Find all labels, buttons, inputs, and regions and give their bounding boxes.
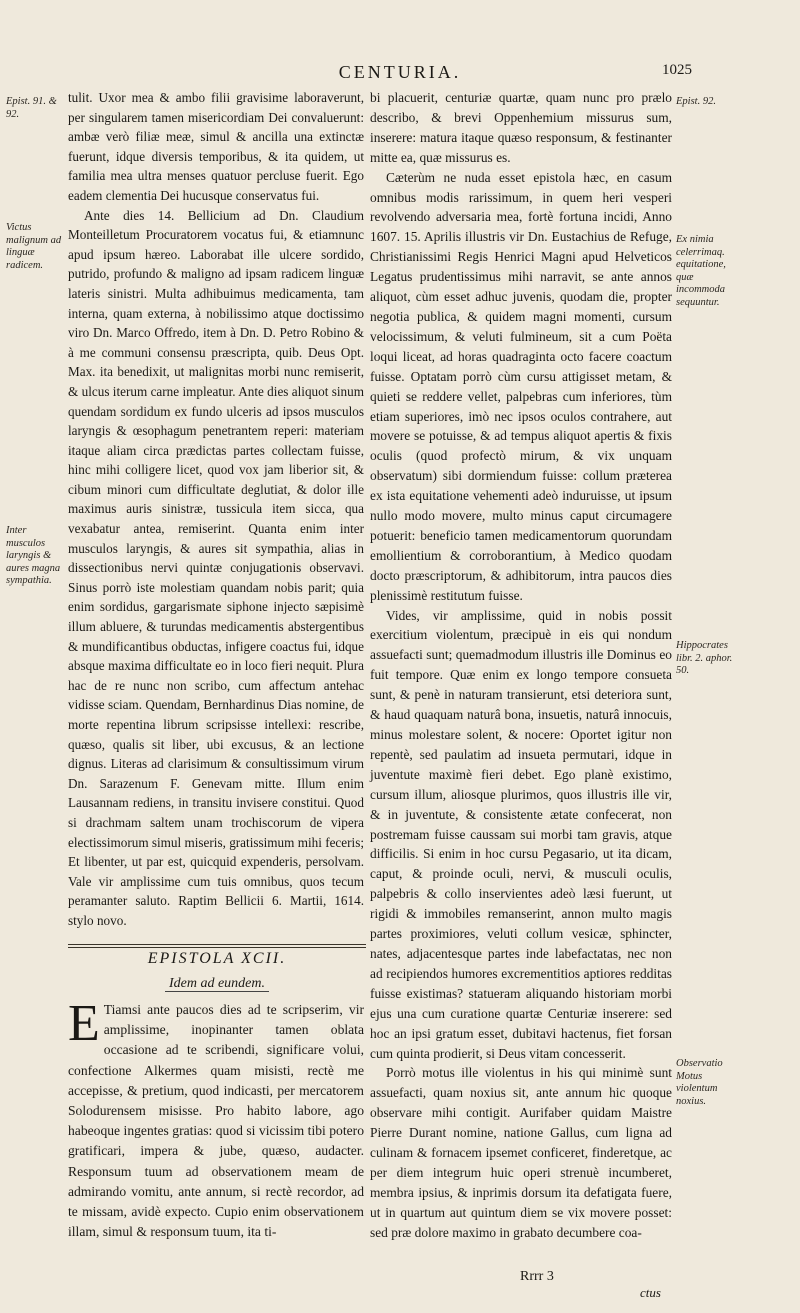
left-paragraph-1: tulit. Uxor mea & ambo filii gravisime laboraverunt, per singularem tamen misericordiam Dei convaluerunt: ambæ verò filiæ meæ, simul & ancilla una extinctæ fuerunt, idque diversis temporibus, & ita quidem, ut familia mea ultra menses quatuor percluse fuerit. Ego eadem clementia Dei hucusque conservatus fui.	[68, 90, 364, 203]
epistle-rule	[68, 944, 366, 948]
epistle-title: EPISTOLA XCII.	[147, 950, 287, 967]
margin-note-ulcer: Victus malignum ad linguæ radicem.	[6, 222, 62, 271]
left-column	[68, 88, 364, 931]
right-column	[370, 88, 672, 1243]
page-header	[0, 62, 800, 88]
margin-note-epist: Epist. 91. & 92.	[6, 96, 57, 120]
right-paragraph-3: Vides, vir amplissime, quid in nobis possit exercitium violentum, præcipuè in eis qui nondum assuefacti sunt; quemadmodum illustris ille Dominus eo fuit tempore. Quæ enim ex longo tempore consueta sunt, & penè in naturam transierunt, etsi deteriora sunt, & haud quaquam naturâ bona, insuetis, naturâ innocuis, minus molestare solent, & nocere: Oportet igitur non repentè, sed paulatim ad insueta permutari, idque in juventute maximè fieri debet. Ego planè existimo, cursum illum, aliosque plurimos, quos illustris ille vir, & in juventute, & consistente ætate confecerat, non postremam fuisse caussam sui morbi tam gravis, atque difficilis. Si enim in hoc cursu Pegasario, ut ita dicam, caput, & proinde oculi, nervi, & musculi oculis, palpebris & collo inservientes adeò læsi fuerunt, ut rigidi & immobiles remanserint, annon multo magis partes proximiores, veluti collum vesicæ, sphincter, nates, adjacentesque partes inde labefactatas, nec non ad recipiendos humores excrementitios aptiores redditas fuisse existimas? statueram aliquando historiam morbi ejus una cum curatione quartæ Centuriæ inserere: sed hoc an ipsi gratum esset, dubitavi hactenus, fiet forsan cum quinta prodierit, si Deus vitam concesserit.	[370, 607, 672, 1061]
margin-note-epist-right: Epist. 92.	[676, 96, 716, 107]
epistle-body	[68, 995, 364, 1242]
epistle-subtitle-text: Idem ad eundem.	[165, 976, 269, 992]
margin-note-hippocrates: Hippocrates libr. 2. aphor. 50.	[676, 640, 733, 676]
epistle-subtitle	[68, 976, 366, 992]
margin-note-equitation: Ex nimia celerrimaq. equitatione, quæ incommoda sequuntur.	[676, 234, 726, 308]
margin-note-sympathy: Inter musculos laryngis & aures magna sympathia.	[6, 525, 61, 586]
catchword: ctus	[640, 1285, 661, 1300]
drop-cap: E	[68, 995, 100, 1052]
right-paragraph-2: Cæterùm ne nuda esset epistola hæc, en casum omnibus modis rarissimum, in quem heri vesperi revolvendo adversaria mea, fortè fortuna incidi, Anno 1607. 15. Aprilis illustris vir Dn. Eustachius de Refuge, Christianissimi Regis Henrici Magni apud Helveticos Legatus prudentissimus mihi narravit, se ante annos aliquot, cùm esset adhuc juvenis, quodam die, propter negotia publica, & quidem magni momenti, cursum velocissimum, & veluti fulmineum, sit a cum Poëta loqui liceat, ad horas quadraginta octo facere coactum fuisse. Optatam porrò cùm cursu attigisset metam, & quieti se reddere vellet, palpebras cum inferiores, tùm etiam superiores, imò nec ipsos oculos contrahere, aut movere se potuisse, & ad tempus aliquot apertis & fixis oculis (quod profectò mirum, & vix unquam observatum) sibi dormiendum fuisse: collum præterea ex ista equitatione vehementi adeò induruisse, ut ipsum nullo modo movere, multo minus caput circumagere potuerit: beneficio tamen medicamentorum quorundam emollientium & corroborantium, à Medico quodam docto præscriptorum, & adhibitorum, intra paucos dies plenissimè restitutum fuisse.	[370, 169, 672, 603]
left-paragraph-2: Ante dies 14. Bellicium ad Dn. Claudium Monteilletum Procuratorem vocatus fui, & etiamnunc apud ipsum hæreo. Laborabat ille ulcere sordido, putrido, profundo & maligno ad ipsam radicem linguæ lateris sinistri. Multa adhibuimus medicamenta, tam interna, quam externa, à nobilissimo atque doctissimo viro Dn. Marco Offredo, item à Dn. D. Petro Robino & à me communi consensu præscripta, quib. Deus Opt. Max. ita benedixit, ut malignitas morbi nunc remiserit, & ulcus iterum carne impleatur. Ante dies aliquot sinum quendam sordidum ex fundo ulceris ad ipsos musculos laryngis & œsophagum penetrantem reperi: materiam itaque aliam circa prædictas partes collectam fuisse, hinc mihi colligere licet, quod vox jam liberior sit, & cibum minori cum difficultate deglutiat, & dolor ille maximus auris sinistræ, tussicula item sicca, qua vexabatur antea, remiserint. Quanta enim inter musculos laryngis, & aures sit sympathia, alias in dissectionibus nervi quintæ conjugationis observavi. Sinus porrò iste molestiam quandam nobis parit; quia enim sordidus, gargarismate siphone injecto sæpisimè illum abluere, & turundas medicamentis abstergentibus & mundificantibus obductas, infigere coactus fui, idque absque maxima difficultate eo in loco fieri nequit. Plura hac de re nunc non scribo, cum affectum antehac vidisse sciam. Quendam, Bernhardinus Dias nomine, de morte repentina librum scripsisse intellexi: rescribe, quæso, qualis sit liber, ubi excusus, & an lectione dignus. Literas ad clarisimum & consultissimum virum Dn. Sarazenum F. Genevam mitte. Illum enim Lausannam rediens, in transitu invisere constitui. Quod si drachmam saltem unam trochiscorum de vipera electissimorum simul miseris, gratissimum mihi feceris; Et libenter, ut par est, quicquid expenderis, persolvam. Vale vir amplissime cum tuis omnibus, quos tecum peramanter saluto. Raptim Bellicii 6. Martii, 1614. stylo novo.	[68, 207, 364, 928]
signature-mark: Rrrr 3	[520, 1269, 554, 1284]
running-title: CENTURIA.	[338, 62, 462, 82]
right-paragraph-1: bi placuerit, centuriæ quartæ, quam nunc pro prælo describo, & brevi Oppenhemium missurus sum, inserere: matura itaque quæso responsum, & festinanter mitte ea, quæ missurus es.	[370, 90, 672, 165]
epistle-text: Tiamsi ante paucos dies ad te scripserim, vir amplissime, inopinanter tamen oblata occasione ad te scribendi, significare volui, confectione Alkermes quam misisti, rectè me accepisse, & pretium, quod indicasti, per mercatorem Solodurensem misisse. Pro habito labore, ago habeoque ingentes gratias: quod si vicissim tibi potero gratificari, impera & jube, quæso, audacter. Responsum tuum ad observationem meam de admirando vomitu, ante annum, si rectè recordor, ad te missam, avidè expecto. Cupio enim observationem illam, simul & responsum tuum, ita ti-	[68, 1002, 364, 1240]
page-number: 1025	[662, 62, 692, 78]
right-paragraph-4: Porrò motus ille violentus in his qui minimè sunt assuefacti, quam noxius sit, ante annum hic quoque observare mihi contigit. Aurifaber quidam Maistre Pierre Durant nomine, natione Gallus, cum ligna ad culinam & fornacem ipsemet conficeret, finderetque, ac per diem integrum huic operi strenuè incumberet, membra ipsius, & inprimis dorsum ita defatigata fuere, ut in quartum aut quintum diem se vix movere posset: sed præ dolore maximo in grabato decumbere coa-	[370, 1065, 672, 1240]
margin-note-observatio: Observatio Motus violentum noxius.	[676, 1058, 723, 1107]
